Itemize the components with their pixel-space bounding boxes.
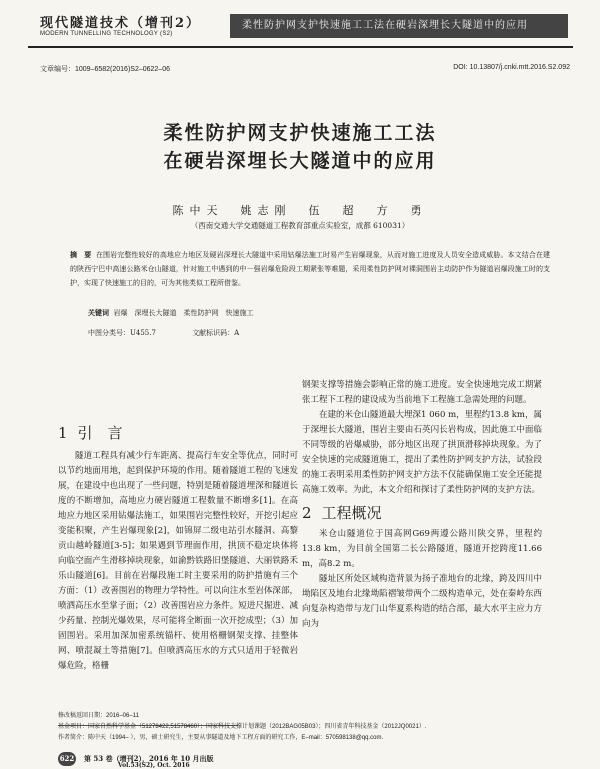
document-code: 文献标识码：A <box>192 329 240 337</box>
intro-paragraph-2: 在建的米仓山隧道最大埋深1 060 m，里程约13.8 km，属于深埋长大隧道，围岩主要由石英闪长岩构成，因此施工中面临不同等级的岩爆威胁，部分地区出现了拱顶滑移掉块现象。为了安全快速的完成隧道施工，提出了柔性防护网支护方法，试验段的施工表明采用柔性防护网支护方法不仅能确保施工安全还能提高施工效率。为此，本文介绍和探讨了柔性防护网的支护方法。 <box>302 410 542 495</box>
footnote-funding: 基金项目：国家自然科学基金（51278422,51578460）；国家科技支撑计划课题（2012BAG05B03）；四川省青年科技基金（2012JQ0021）. <box>58 724 427 730</box>
article-title-line-1: 柔性防护网支护快速施工工法 <box>163 122 437 144</box>
section-2-heading <box>302 506 542 521</box>
section-1-number: 1 <box>58 424 68 442</box>
section-1-paragraph: 隧道工程具有减少行车距离、提高行车安全等优点，同时可以节约地面用地，起到保护环境的作用。随着隧道工程的飞速发展，在建设中也出现了一些问题，特别是随着隧道埋深和隧道长度的不断增加，高地应力硬岩隧道工程数量不断增多[1]。在高地应力地区采用钻爆法施工，如果围岩完整性较好，开挖引起应变能积聚，产生岩爆现象[2]，如锦屏二级电站引水隧洞、高黎贡山越岭隧道[3-5]；如果遇到节理面作用，拱顶不稳定块体将向临空面产生滑移掉块现象，如渝黔铁路旧堡隧道、大丽铁路禾乐山隧道[6]。目前在岩爆段施工时主要采用的防护措施有三个方面：（1）改善围岩的物理力学特性。可以向注水至岩体深部，喷洒高压水至掌子面；（2）改善围岩应力条件。短进尺掘进、减少药量、控制光爆效果，尽可能将全断面一次开挖成型；（3）加固围岩。采用加深加密系统锚杆、使用格栅钢架支撑、挂整体网、喷混凝土等措施[7]。但喷洒高压水的方式只适用于轻微岩爆危险，格栅 <box>58 451 298 671</box>
issue-info-en: Vol.53(S2), Oct. 2016 <box>118 762 190 769</box>
section-1-title: 引 言 <box>77 424 123 442</box>
intro-continuation: 钢架支撑等措施会影响正常的施工进度。安全快速地完成工期紧张工程下工程的建设成为当前地下工程施工急需处理的问题。 <box>302 380 542 405</box>
section-2-number: 2 <box>302 504 312 522</box>
classification <box>88 328 273 338</box>
section-2-paragraph-2: 隧址区所处区域构造背景为扬子准地台的北缘，跨及四川中坳陷区及地台北缘坳陷褶皱带两个二级构造单元，处在秦岭东西向复杂构造带与龙门山华夏系构造的结合部，最大水平主应力方向为 <box>302 574 542 629</box>
authors: 陈中天 姚志刚 伍 超 方 勇 <box>172 204 428 217</box>
section-2-title: 工程概况 <box>321 504 382 522</box>
doi: DOI: 10.13807/j.cnki.mtt.2016.S2.092 <box>453 64 570 71</box>
abstract <box>70 248 550 290</box>
article-title-line-2: 在硬岩深埋长大隧道中的应用 <box>163 150 437 172</box>
issue-info: 第 53 卷（增刊2），2016 年 10 月出版 <box>84 754 214 763</box>
clc-number: 中图分类号：U455.7 <box>88 329 156 337</box>
keywords-label: 关键词 <box>88 308 109 317</box>
article-number: 文章编号：1009–6582(2016)S2–0622–06 <box>40 66 170 73</box>
header-rule <box>28 46 573 48</box>
affiliation: （西南交通大学交通隧道工程教育部重点实验室，成都 610031） <box>190 221 410 230</box>
journal-name-en: MODERN TUNNELLING TECHNOLOGY (S2) <box>40 31 173 37</box>
left-column <box>58 426 298 674</box>
keywords <box>88 308 253 318</box>
right-column <box>302 378 542 632</box>
section-2-paragraph-1: 米仓山隧道位于国高网G69两遵公路川陕交界，里程约13.8 km，为目前全国第二长公路隧道，隧道开挖跨度11.66 m，高8.2 m。 <box>302 529 542 569</box>
section-1-heading <box>58 426 298 441</box>
footnote-received: 修改稿返回日期：2016–06–11 <box>58 713 139 719</box>
keywords-text: 岩爆 深埋长大隧道 柔性防护网 快速施工 <box>113 309 254 317</box>
page-number: 622 <box>58 752 76 766</box>
abstract-text: 在围岩完整性较好的高地应力地区及硬岩深埋长大隧道中采用钻爆法施工时易产生岩爆现象，从而对施工进度及人员安全造成威胁。本文结合在建的陕西宁巴中高速公路米仓山隧道，针对施工中遇到的中－强岩爆危险段工期紧张等难题，采用柔性防护网对裸洞围岩主动防护作为隧道岩爆段施工时的支护，实现了快速施工的目的，可为其他类似工程所借鉴。 <box>70 251 551 287</box>
running-title: 柔性防护网支护快速施工工法在硬岩深埋长大隧道中的应用 <box>230 14 568 38</box>
abstract-label: 摘 要 <box>70 250 92 259</box>
journal-name: 现代隧道技术（增刊2） <box>40 16 202 31</box>
footnote-author: 作者简介：陈中天（1994– ），男，硕士研究生，主要从事隧道及地下工程方面的研究工作，E–mail：570598138@qq.com. <box>58 735 384 741</box>
